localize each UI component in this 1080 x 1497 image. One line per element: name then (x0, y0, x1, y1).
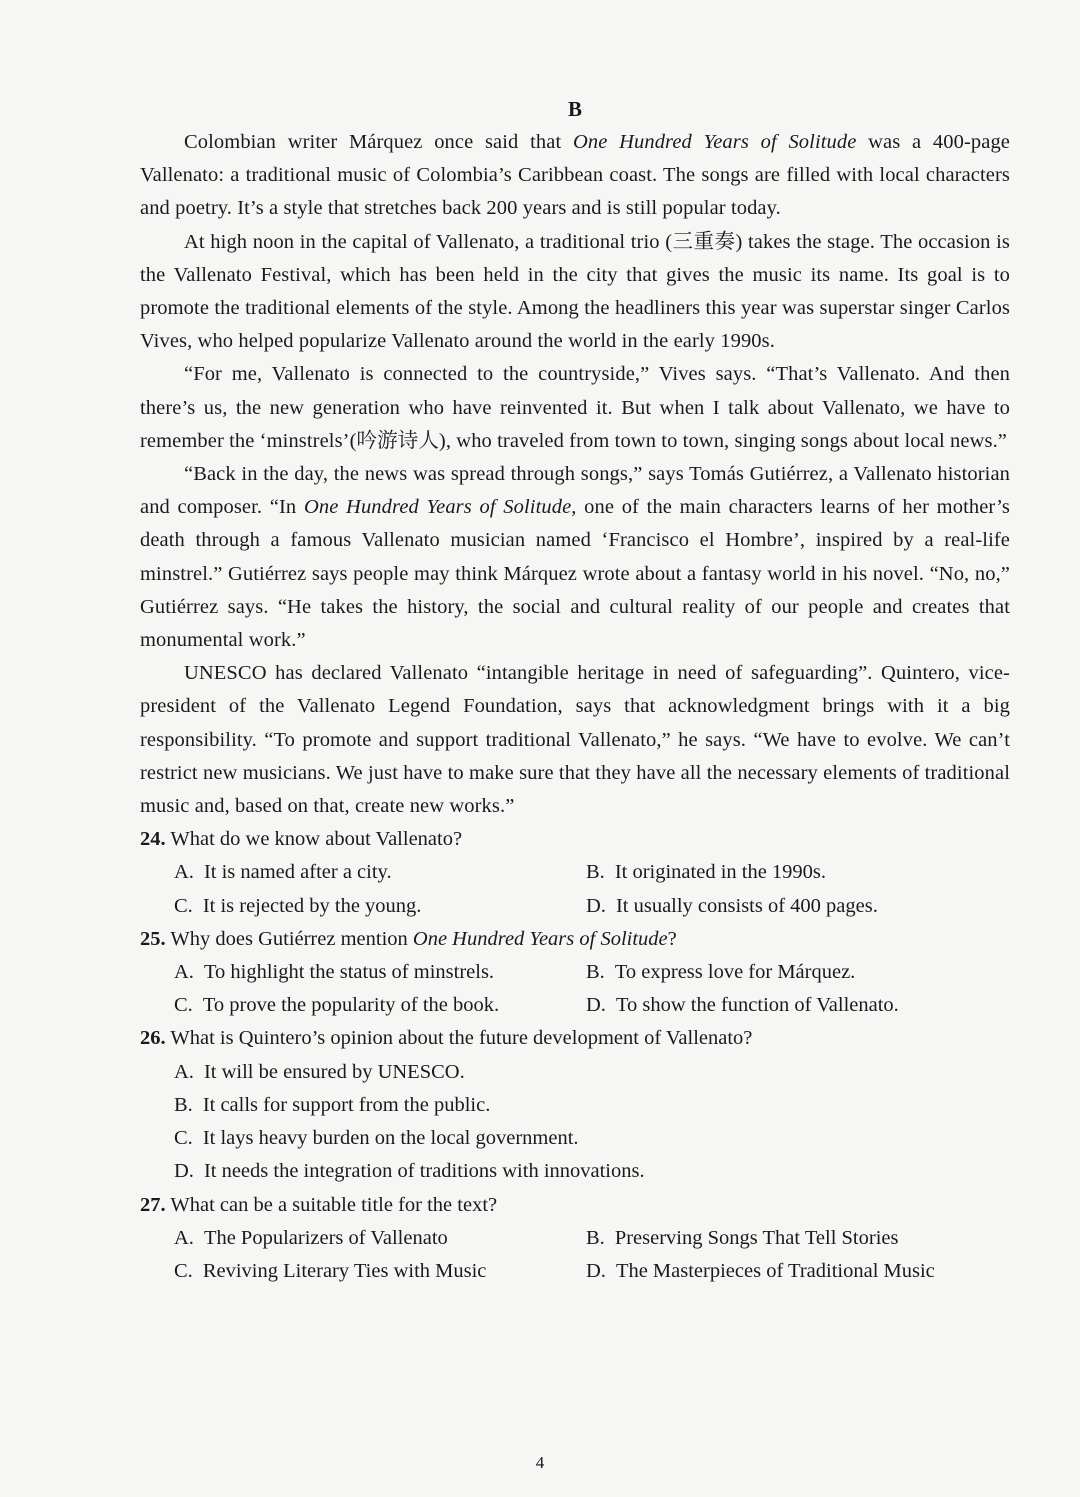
option-d[interactable]: D. The Masterpieces of Traditional Music (586, 1259, 935, 1282)
option-c[interactable]: C. It lays heavy burden on the local government. (174, 1127, 579, 1150)
section-heading: B (567, 97, 582, 121)
option-a[interactable]: A. It is named after a city. (174, 861, 392, 884)
question-24 (140, 823, 1010, 923)
option-d[interactable]: D. It needs the integration of traditions with innovations. (174, 1160, 645, 1183)
option-b[interactable]: B. To express love for Márquez. (586, 961, 856, 984)
option-a[interactable]: A. It will be ensured by UNESCO. (174, 1060, 465, 1083)
question-25 (140, 923, 1010, 1023)
question-stem: 27. What can be a suitable title for the text? (140, 1193, 498, 1216)
question-27 (140, 1189, 1010, 1289)
question-stem: 26. What is Quintero’s opinion about the future development of Vallenato? (140, 1027, 753, 1050)
option-d[interactable]: D. It usually consists of 400 pages. (586, 894, 878, 917)
option-d[interactable]: D. To show the function of Vallenato. (586, 994, 899, 1017)
paragraph-5: UNESCO has declared Vallenato “intangible heritage in need of safeguarding”. Quintero, vice-president of the Vallenato Legend Foundation, says that acknowledgment brings with it a big responsibility. “To promote and support traditional Vallenato,” he says. “We have to evolve. We can’t restrict new musicians. We just have to make sure that they have all the necessary elements of traditional music and, based on that, create new works.” (140, 662, 1010, 818)
option-b[interactable]: B. Preserving Songs That Tell Stories (586, 1226, 899, 1249)
paragraph-2: At high noon in the capital of Vallenato, a traditional trio (三重奏) takes the stage. The occasion is the Vallenato Festival, which has been held in the city that gives the music its name. Its goal is to promote the traditional elements of the style. Among the headliners this year was superstar singer Carlos Vives, who helped popularize Vallenato around the world in the early 1990s. (140, 230, 1010, 353)
question-26 (140, 1022, 1010, 1188)
question-stem: 24. What do we know about Vallenato? (140, 828, 463, 851)
page-number: 4 (535, 1453, 545, 1472)
paragraph-1: Colombian writer Márquez once said that One Hundred Years of Solitude was a 400-page Vallenato: a traditional music of Colombia’s Caribbean coast. The songs are filled with local characters and poetry. It’s a style that stretches back 200 years and is still popular today. (140, 131, 1010, 220)
exam-page (140, 92, 1010, 1288)
option-a[interactable]: A. The Popularizers of Vallenato (174, 1226, 448, 1249)
option-c[interactable]: C. It is rejected by the young. (174, 894, 422, 917)
paragraph-3: “For me, Vallenato is connected to the countryside,” Vives says. “That’s Vallenato. And then there’s us, the new generation who have reinvented it. But when I talk about Vallenato, we have to remember the ‘minstrels’(吟游诗人), who traveled from town to town, singing songs about local news.” (140, 363, 1010, 452)
option-b[interactable]: B. It originated in the 1990s. (586, 861, 827, 884)
option-c[interactable]: C. To prove the popularity of the book. (174, 994, 500, 1017)
paragraph-4: “Back in the day, the news was spread through songs,” says Tomás Gutiérrez, a Vallenato historian and composer. “In One Hundred Years of Solitude, one of the main characters learns of her mother’s death through a famous Vallenato musician named ‘Francisco el Hombre’, inspired by a real-life minstrel.” Gutiérrez says people may think Márquez wrote about a fantasy world in his novel. “No, no,” Gutiérrez says. “He takes the history, the social and cultural reality of our people and creates that monumental work.” (140, 463, 1010, 652)
option-c[interactable]: C. Reviving Literary Ties with Music (174, 1259, 487, 1282)
option-a[interactable]: A. To highlight the status of minstrels. (174, 961, 495, 984)
question-stem: 25. Why does Gutiérrez mention One Hundred Years of Solitude? (140, 927, 677, 950)
option-b[interactable]: B. It calls for support from the public. (174, 1093, 491, 1116)
